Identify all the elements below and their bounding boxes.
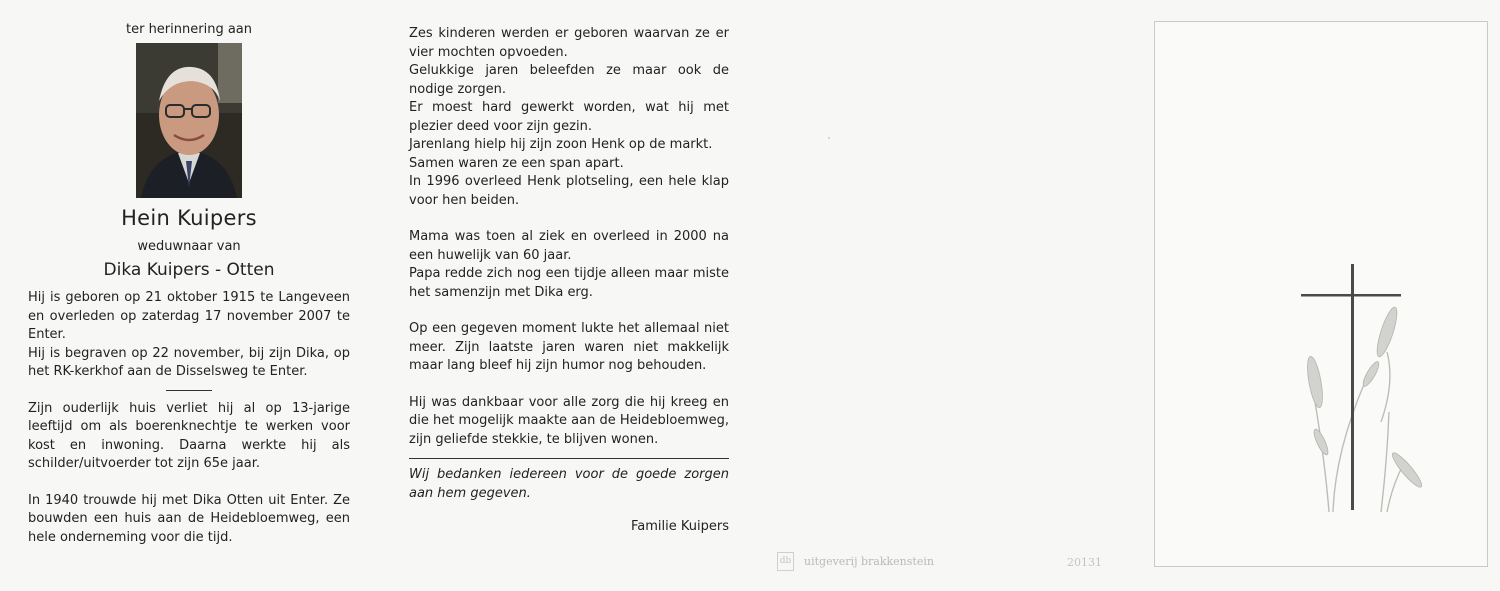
publisher-logo-icon: db bbox=[777, 552, 794, 571]
henk-paragraph: In 1996 overleed Henk plotseling, een hele klap voor hen beiden. bbox=[409, 174, 729, 208]
divider bbox=[409, 458, 729, 459]
left-column bbox=[28, 22, 350, 547]
marriage-paragraph: In 1940 trouwde hij met Dika Otten uit Enter. Ze bouwden een huis aan de Heidebloemweg, een hele onderneming voor die tijd. bbox=[28, 492, 350, 545]
market-paragraph: Jarenlang hielp hij zijn zoon Henk op de markt. bbox=[409, 137, 713, 152]
family-signature: Familie Kuipers bbox=[631, 519, 729, 534]
hard-work-paragraph: Er moest hard gewerkt worden, wat hij met plezier deed voor zijn gezin. bbox=[409, 100, 729, 134]
thanks-text: Wij bedanken iedereen voor de goede zorgen aan hem gegeven. bbox=[409, 467, 729, 501]
speck bbox=[828, 137, 830, 139]
happy-years-paragraph: Gelukkige jaren beleefden ze maar ook de nodige zorgen. bbox=[409, 63, 729, 97]
span-paragraph: Samen waren ze een span apart. bbox=[409, 155, 624, 171]
birth-death-paragraph: Hij is geboren op 21 oktober 1915 te Langeveen en overleden op zaterdag 17 november 2007 te Enter. bbox=[28, 290, 350, 342]
cover-card bbox=[1154, 21, 1488, 567]
print-code: 20131 bbox=[1067, 556, 1102, 569]
divider bbox=[166, 390, 212, 391]
publisher-name: uitgeverij brakkenstein bbox=[804, 555, 934, 568]
papa-paragraph: Papa redde zich nog een tijdje alleen maar miste het samenzijn met Dika erg. bbox=[409, 266, 729, 300]
mama-paragraph: Mama was toen al ziek en overleed in 2000 na een huwelijk van 60 jaar. bbox=[409, 229, 729, 263]
widower-of-label: weduwnaar van bbox=[137, 239, 241, 254]
portrait-photo bbox=[136, 43, 242, 198]
later-years-paragraph: Op een gegeven moment lukte het allemaal niet meer. Zijn laatste jaren waren niet makkelijk maar lang bleef hij zijn humor nog behouden. bbox=[409, 321, 729, 373]
publisher-imprint bbox=[777, 552, 934, 571]
deceased-name: Hein Kuipers bbox=[121, 206, 257, 230]
burial-paragraph: Hij is begraven op 22 november, bij zijn Dika, op het RK-kerkhof aan de Disselsweg te Enter. bbox=[28, 345, 350, 379]
middle-column bbox=[409, 25, 729, 534]
spouse-name: Dika Kuipers - Otten bbox=[103, 260, 275, 280]
gratitude-paragraph: Hij was dankbaar voor alle zorg die hij kreeg en die het mogelijk maakte aan de Heidebloemweg, zijn geliefde stekkie, te blijven wonen. bbox=[409, 394, 729, 447]
cross-with-wheat-icon bbox=[1295, 262, 1425, 522]
children-paragraph: Zes kinderen werden er geboren waarvan ze er vier mochten opvoeden. bbox=[409, 26, 729, 60]
youth-paragraph: Zijn ouderlijk huis verliet hij al op 13-jarige leeftijd om als boerenknechtje te werken voor kost en inwoning. Daarna werkte hij als schilder/uitvoerder tot zijn 65e jaar. bbox=[28, 400, 350, 471]
intro-text: ter herinnering aan bbox=[126, 22, 252, 37]
